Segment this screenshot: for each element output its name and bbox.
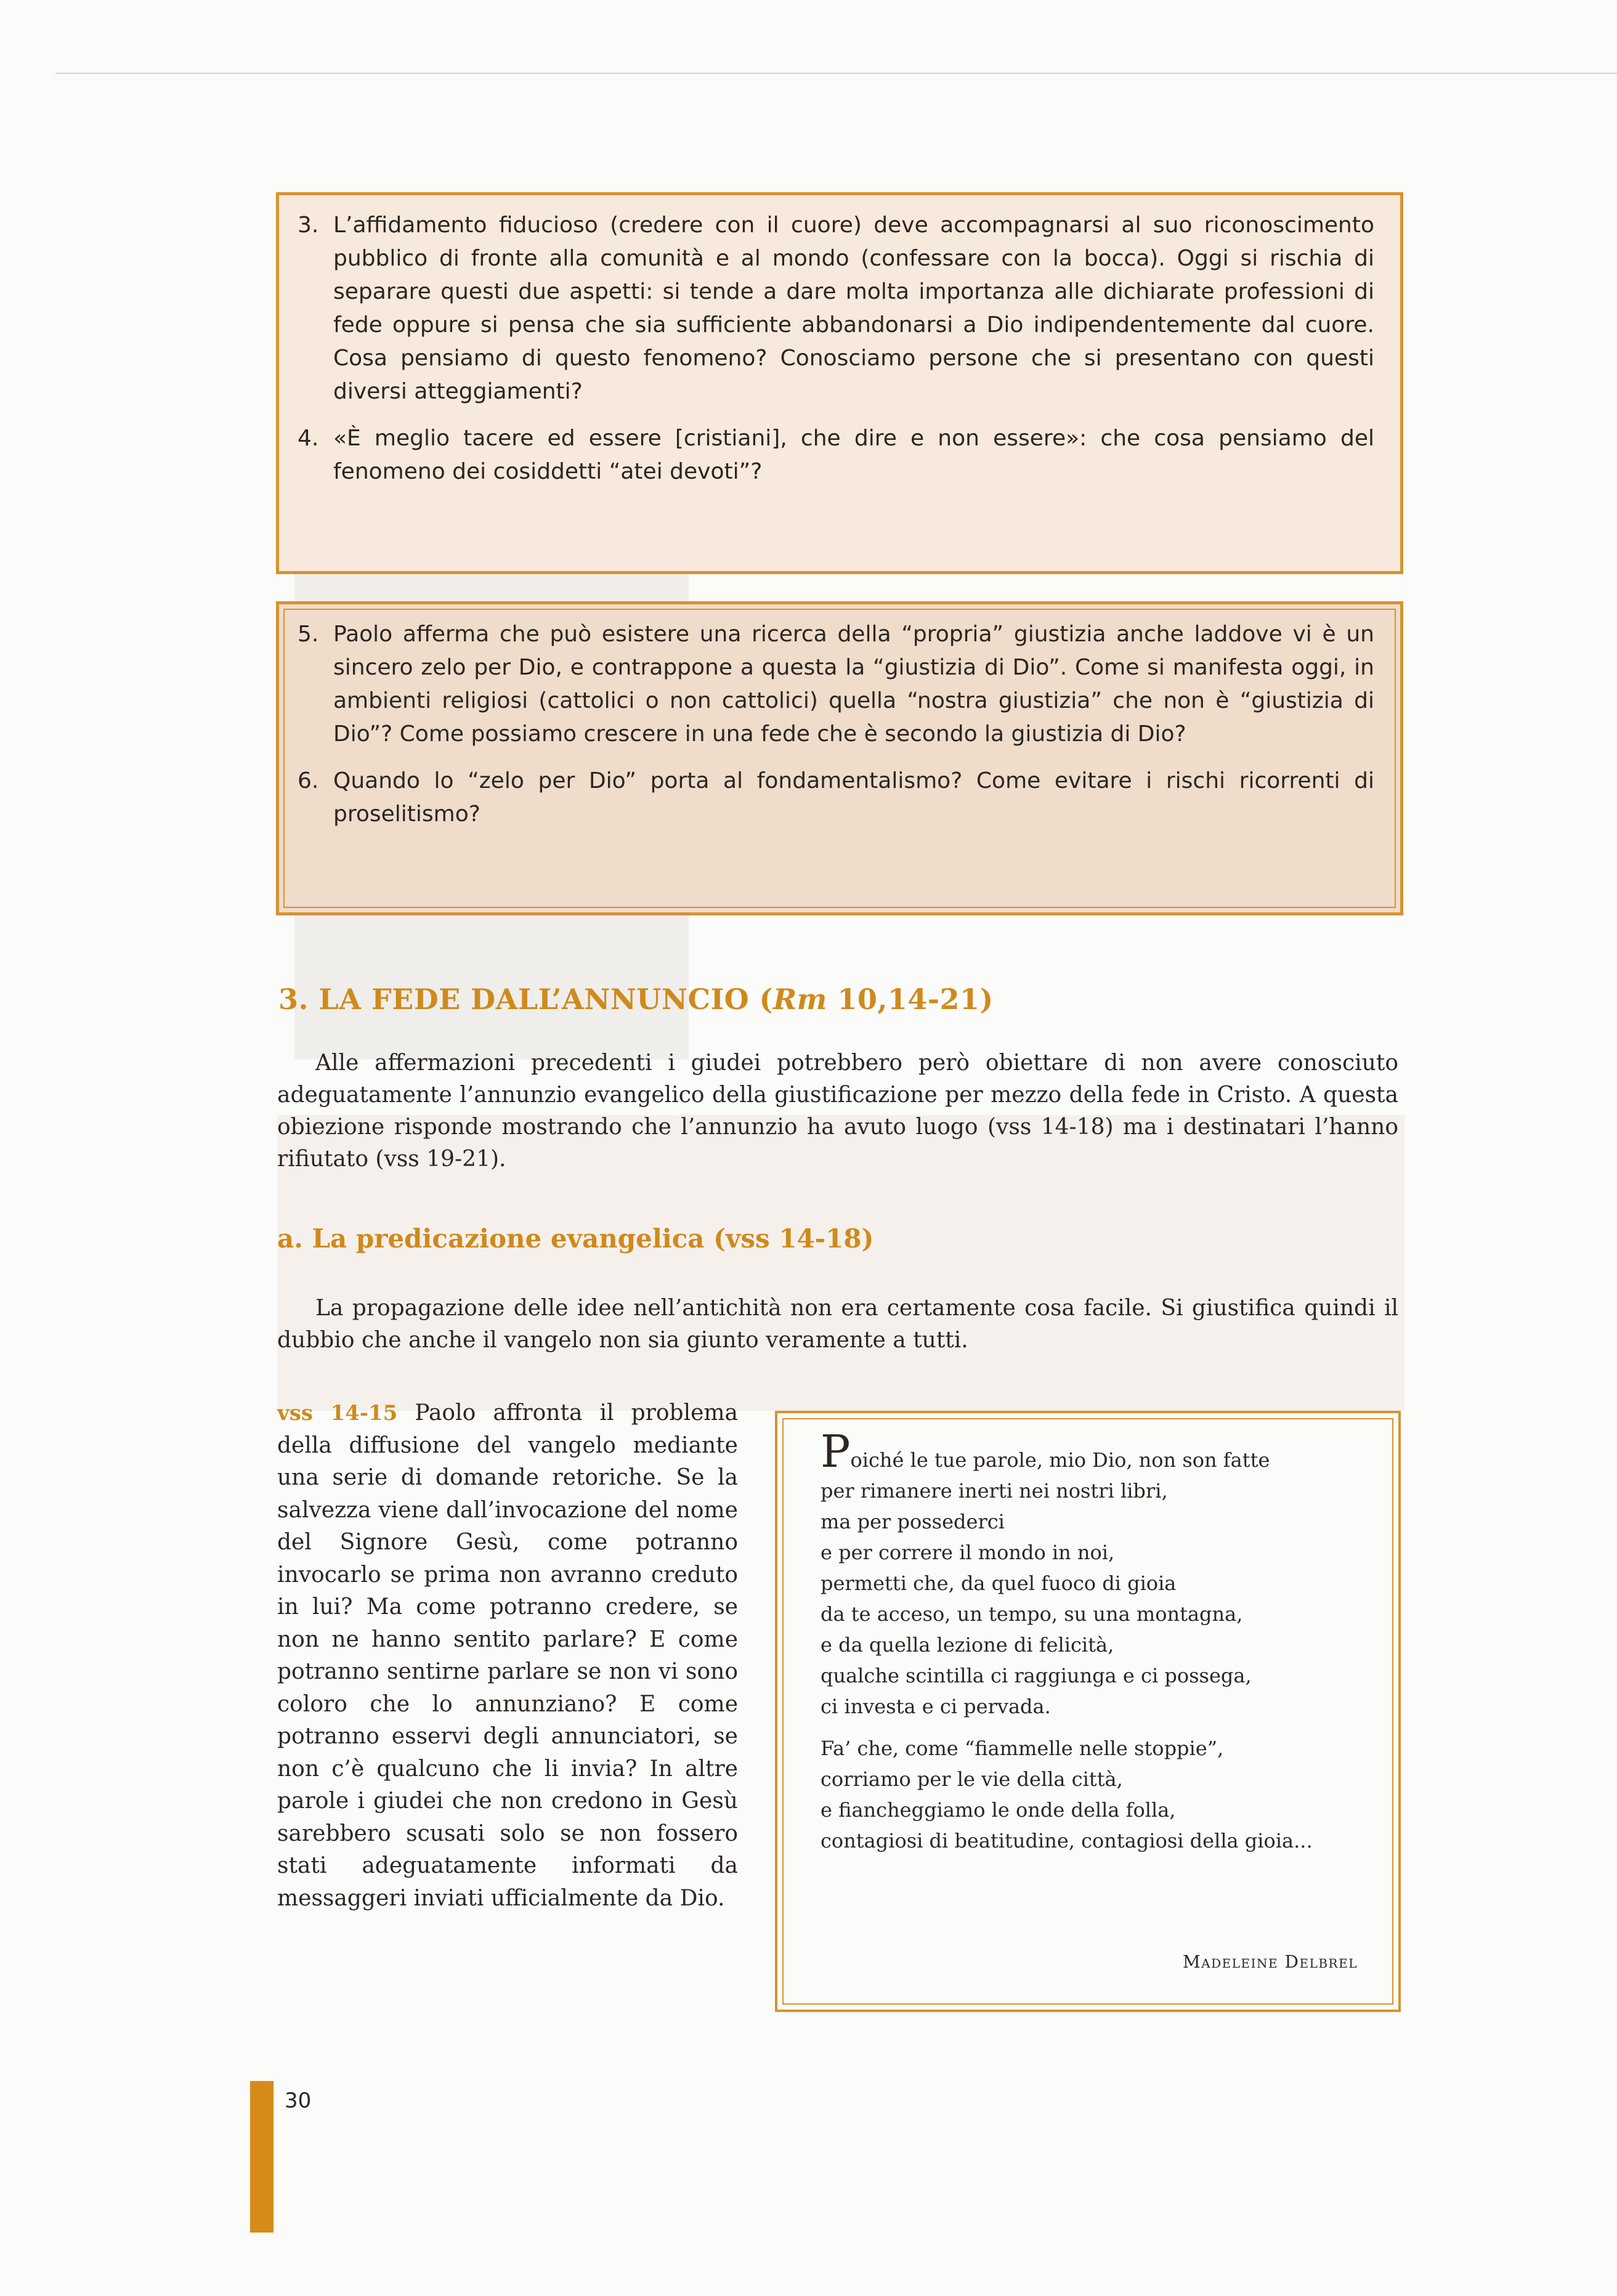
poem-line: e fiancheggiamo le onde della folla, [821, 1798, 1176, 1822]
question-text: L’affidamento fiducioso (credere con il cuore) deve accompagnarsi al suo riconoscimento pubblico di fronte alla comunità e al mondo (confessare con la bocca). Oggi si rischia di separare questi due aspetti: si tende a dare molta importanza alle dichiarate professioni di fede oppure si pensa che sia sufficiente abbandonarsi a Dio indipendentemente dal cuore. Cosa pensiamo di questo fenomeno? Conosciamo persone che si presentano con questi diversi atteggiamenti? [333, 213, 1374, 404]
verse-reference: vss 14-15 [277, 1401, 398, 1426]
section-title: 3. LA FEDE DALL’ANNUNCIO ( [278, 983, 773, 1016]
question-number: 4. [298, 426, 319, 451]
question-text: Quando lo “zelo per Dio” porta al fondamentalismo? Come evitare i rischi ricorrenti di proselitismo? [333, 768, 1374, 827]
subsection-heading: a. La predicazione evangelica (vss 14-18) [277, 1223, 874, 1254]
subsection-paragraph: La propagazione delle idee nell’antichità non era certamente cosa facile. Si giustifica quindi il dubbio che anche il vangelo non sia giunto veramente a tutti. [277, 1296, 1398, 1353]
section-heading [278, 983, 994, 1016]
poem-line: e da quella lezione di felicità, [821, 1633, 1114, 1657]
questions-box-1 [276, 192, 1403, 574]
page-top-rule [55, 73, 1617, 74]
commentary-column [277, 1397, 738, 1915]
questions-box-2 [276, 601, 1403, 915]
poem-line: Fa’ che, come “fiammelle nelle stoppie”, [821, 1737, 1224, 1760]
poem-line: Poiché le tue parole, mio Dio, non son fatte [821, 1426, 1270, 1477]
page-number: 30 [285, 2088, 312, 2113]
section-ref-book: Rm [772, 983, 827, 1016]
poem-line: per rimanere inerti nei nostri libri, [821, 1479, 1168, 1503]
poem-box [775, 1411, 1401, 2012]
poem-line: qualche scintilla ci raggiunga e ci possega, [821, 1664, 1252, 1687]
poem-line: e per correre il mondo in noi, [821, 1541, 1115, 1564]
question-number: 6. [298, 768, 319, 793]
question-text: Paolo afferma che può esistere una ricerca della “propria” giustizia anche laddove vi è un sincero zelo per Dio, e contrappone a questa la “giustizia di Dio”. Come si manifesta oggi, in ambienti religiosi (cattolici o non cattolici) quella “nostra giustizia” che non è “giustizia di Dio”? Come possiamo crescere in una fede che è secondo la giustizia di Dio? [333, 622, 1374, 747]
question-4 [298, 422, 1382, 489]
poem-line: contagiosi di beatitudine, contagiosi della gioia... [821, 1829, 1313, 1852]
poem-line: corriamo per le vie della città, [821, 1767, 1123, 1791]
question-3 [298, 209, 1382, 408]
poem-line: ci investa e ci pervada. [821, 1695, 1051, 1718]
commentary-text: Paolo affronta il problema della diffusione del vangelo mediante una serie di domande retoriche. Se la salvezza viene dall’invocazione del nome del Signore Gesù, come potranno invocarlo se prima non avranno creduto in lui? Ma come potranno credere, se non ne hanno sentito parlare? E come potranno sentirne parlare se non vi sono coloro che lo annunziano? E come potranno esservi degli annunciatori, se non c’è qualcuno che li invia? In altre parole i giudei che non credono in Gesù sarebbero scusati solo se non fossero stati adeguatamente informati da messaggeri inviati ufficialmente da Dio. [277, 1400, 738, 1911]
question-text: «È meglio tacere ed essere [cristiani], che dire e non essere»: che cosa pensiamo del fenomeno dei cosiddetti “atei devoti”? [333, 426, 1374, 484]
section-ref-rest: 10,14-21) [827, 983, 994, 1016]
question-5 [298, 618, 1382, 751]
poem-line: permetti che, da quel fuoco di gioia [821, 1572, 1177, 1595]
question-number: 5. [298, 622, 319, 647]
poem-line: ma per possederci [821, 1510, 1005, 1533]
question-6 [298, 765, 1382, 831]
question-number: 3. [298, 213, 319, 238]
page-number-bar [250, 2081, 274, 2233]
stanza-gap [821, 1722, 1361, 1733]
poem-author: Madeleine Delbrel [1183, 1952, 1358, 1972]
poem-line: da te acceso, un tempo, su una montagna, [821, 1602, 1243, 1626]
intro-paragraph: Alle affermazioni precedenti i giudei potrebbero però obiettare di non avere conosciuto adeguatamente l’annunzio evangelico della giustificazione per mezzo della fede in Cristo. A questa obiezione risponde mostrando che l’annunzio ha avuto luogo (vss 14-18) ma i destinatari l’hanno rifiutato (vss 19-21). [277, 1050, 1398, 1172]
